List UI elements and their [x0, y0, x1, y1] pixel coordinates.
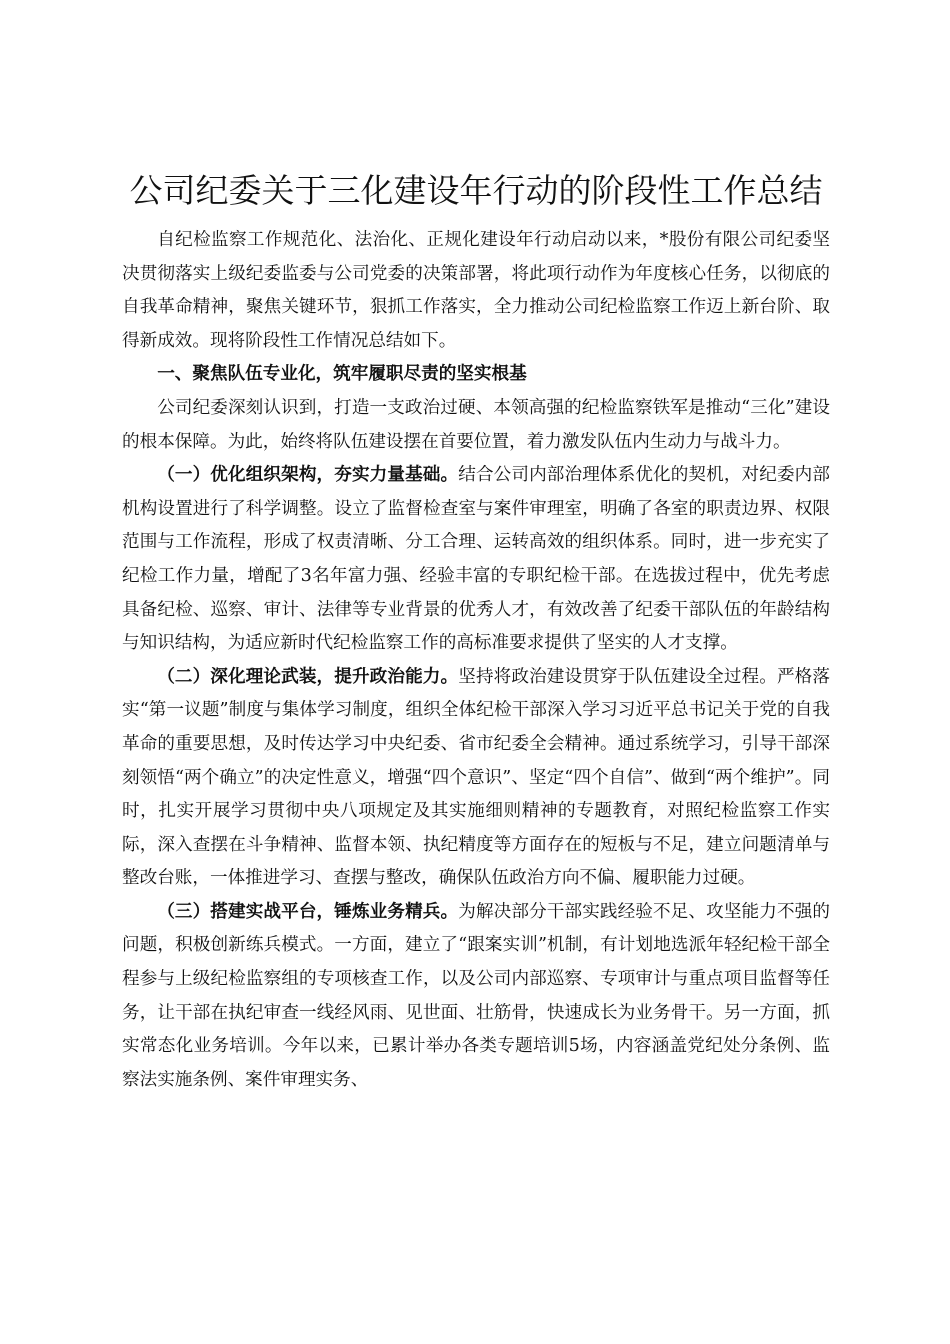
item-lead-2: （二）深化理论武装，提升政治能力。 [157, 666, 459, 687]
section-heading: 一、聚焦队伍专业化，筑牢履职尽责的坚实根基 [157, 364, 527, 385]
document-page [122, 168, 830, 1097]
item-paragraph-2 [122, 661, 830, 896]
document-title: 公司纪委关于三化建设年行动的阶段性工作总结 [129, 171, 823, 210]
section-intro-paragraph: 公司纪委深刻认识到，打造一支政治过硬、本领高强的纪检监察铁军是推动“三化”建设的根本保障。为此，始终将队伍建设摆在首要位置，着力激发队伍内生动力与战斗力。 [122, 397, 830, 452]
item-body-2: 坚持将政治建设贯穿于队伍建设全过程。严格落实“第一议题”制度与集体学习制度，组织全体纪检干部深入学习习近平总书记关于党的自我革命的重要思想，及时传达学习中央纪委、省市纪委全会精神。通过系统学习，引导干部深刻领悟“两个确立”的决定性意义，增强“四个意识”、坚定“四个自信”、做到“两个维护”。同时，扎实开展学习贯彻中央八项规定及其实施细则精神的专题教育，对照纪检监察工作实际，深入查摆在斗争精神、监督本领、执纪精度等方面存在的短板与不足，建立问题清单与整改台账，一体推进学习、查摆与整改，确保队伍政治方向不偏、履职能力过硬。 [122, 666, 830, 889]
item-body-1: 结合公司内部治理体系优化的契机，对纪委内部机构设置进行了科学调整。设立了监督检查室与案件审理室，明确了各室的职责边界、权限范围与工作流程，形成了权责清晰、分工合理、运转高效的组织体系。同时，进一步充实了纪检工作力量，增配了3名年富力强、经验丰富的专职纪检干部。在选拔过程中，优先考虑具备纪检、巡察、审计、法律等专业背景的优秀人才，有效改善了纪委干部队伍的年龄结构与知识结构，为适应新时代纪检监察工作的高标准要求提供了坚实的人才支撑。 [122, 465, 830, 654]
item-paragraph-3 [122, 896, 830, 1098]
item-paragraph-1 [122, 459, 830, 661]
intro-paragraph: 自纪检监察工作规范化、法治化、正规化建设年行动启动以来，*股份有限公司纪委坚决贯彻落实上级纪委监委与公司党委的决策部署，将此项行动作为年度核心任务，以彻底的自我革命精神，聚焦关键环节，狠抓工作落实，全力推动公司纪检监察工作迈上新台阶、取得新成效。现将阶段性工作情况总结如下。 [122, 230, 830, 351]
item-lead-1: （一）优化组织架构，夯实力量基础。 [157, 465, 459, 486]
item-lead-3: （三）搭建实战平台，锤炼业务精兵。 [157, 901, 459, 922]
item-body-3: 为解决部分干部实践经验不足、攻坚能力不强的问题，积极创新练兵模式。一方面，建立了“跟案实训”机制，有计划地选派年轻纪检干部全程参与上级纪检监察组的专项核查工作，以及公司内部巡察、专项审计与重点项目监督等任务，让干部在执纪审查一线经风雨、见世面、壮筋骨，快速成长为业务骨干。另一方面，抓实常态化业务培训。今年以来，已累计举办各类专题培训5场，内容涵盖党纪处分条例、监察法实施条例、案件审理实务、 [122, 901, 830, 1090]
